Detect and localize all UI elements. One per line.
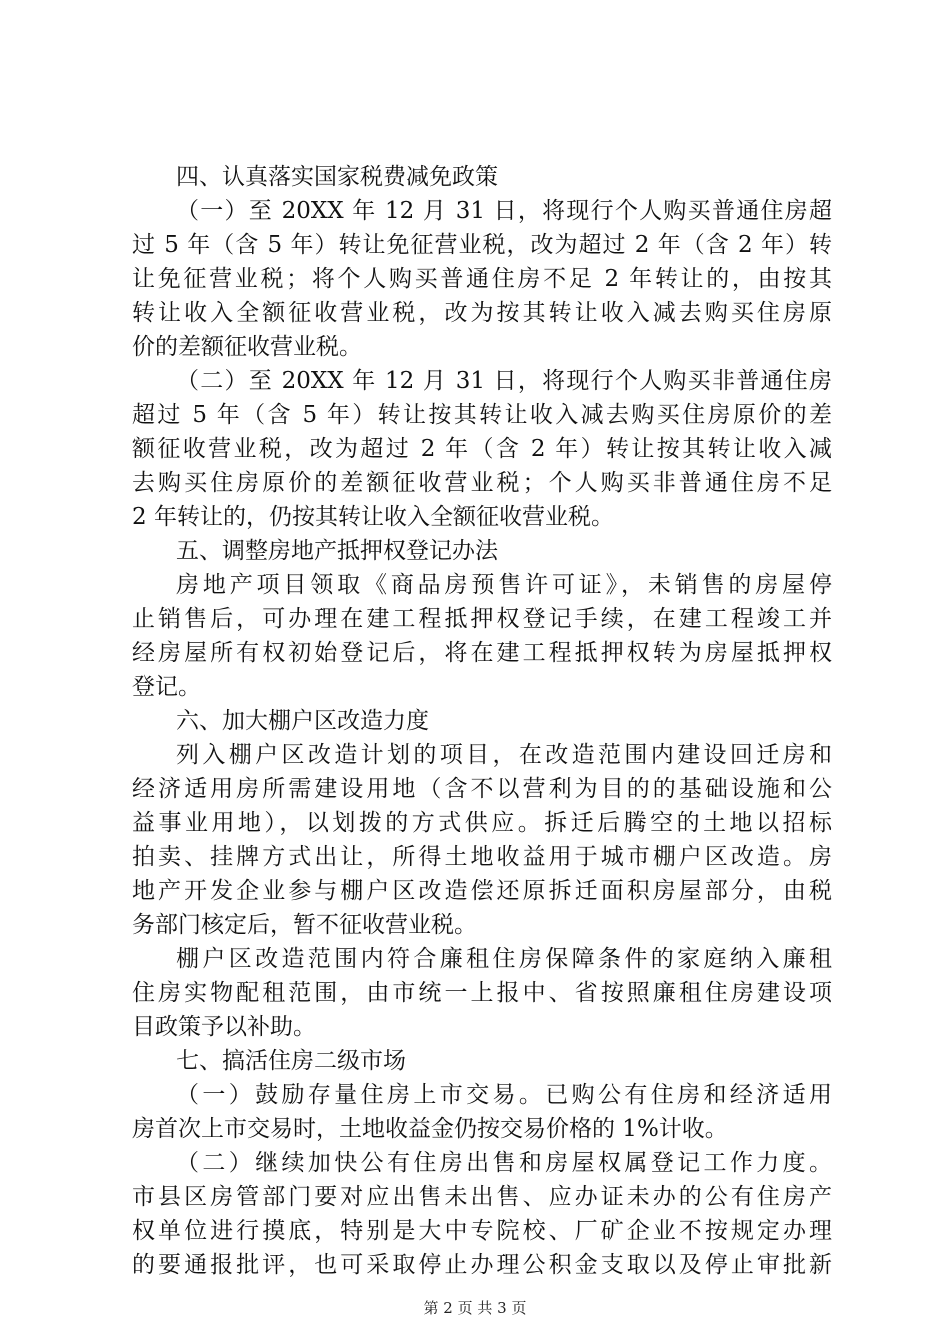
paragraph-line: 让免征营业税；将个人购买普通住房不足 2 年转让的，由按其 bbox=[132, 266, 832, 292]
paragraph-line: （二）继续加快公有住房出售和房屋权属登记工作力度。 bbox=[176, 1150, 832, 1176]
paragraph-line: 列入棚户区改造计划的项目，在改造范围内建设回迁房和 bbox=[176, 742, 832, 768]
section-heading-7: 七、搞活住房二级市场 bbox=[176, 1048, 406, 1074]
paragraph-line: 市县区房管部门要对应出售未出售、应办证未办的公有住房产 bbox=[132, 1184, 832, 1210]
section-heading-6: 六、加大棚户区改造力度 bbox=[176, 708, 429, 734]
paragraph-line: 止销售后，可办理在建工程抵押权登记手续，在建工程竣工并 bbox=[132, 606, 832, 632]
section-heading-5: 五、调整房地产抵押权登记办法 bbox=[176, 538, 498, 564]
paragraph-line: 过 5 年（含 5 年）转让免征营业税，改为超过 2 年（含 2 年）转 bbox=[132, 232, 832, 258]
paragraph-line: 房地产项目领取《商品房预售许可证》，未销售的房屋停 bbox=[176, 572, 832, 598]
paragraph-line: 益事业用地），以划拨的方式供应。拆迁后腾空的土地以招标 bbox=[132, 810, 832, 836]
paragraph-line: （一）鼓励存量住房上市交易。已购公有住房和经济适用 bbox=[176, 1082, 832, 1108]
page-number-footer: 第 2 页 共 3 页 bbox=[423, 1299, 527, 1317]
paragraph-line: 住房实物配租范围，由市统一上报中、省按照廉租住房建设项 bbox=[132, 980, 832, 1006]
paragraph-line: 经房屋所有权初始登记后，将在建工程抵押权转为房屋抵押权 bbox=[132, 640, 832, 666]
section-heading-4: 四、认真落实国家税费减免政策 bbox=[176, 164, 498, 190]
paragraph-line: 2 年转让的，仍按其转让收入全额征收营业税。 bbox=[132, 504, 614, 530]
paragraph-line: 价的差额征收营业税。 bbox=[132, 334, 362, 360]
paragraph-line: 登记。 bbox=[132, 674, 201, 700]
paragraph-line: 权单位进行摸底，特别是大中专院校、厂矿企业不按规定办理 bbox=[132, 1218, 832, 1244]
paragraph-line: 额征收营业税，改为超过 2 年（含 2 年）转让按其转让收入减 bbox=[132, 436, 832, 462]
paragraph-line: 的要通报批评，也可采取停止办理公积金支取以及停止审批新 bbox=[132, 1252, 832, 1278]
paragraph-line: 超过 5 年（含 5 年）转让按其转让收入减去购买住房原价的差 bbox=[132, 402, 832, 428]
paragraph-line: （二）至 20XX 年 12 月 31 日，将现行个人购买非普通住房 bbox=[176, 368, 832, 394]
paragraph-line: 拍卖、挂牌方式出让，所得土地收益用于城市棚户区改造。房 bbox=[132, 844, 832, 870]
paragraph-line: 地产开发企业参与棚户区改造偿还原拆迁面积房屋部分，由税 bbox=[132, 878, 832, 904]
paragraph-line: 棚户区改造范围内符合廉租住房保障条件的家庭纳入廉租 bbox=[176, 946, 832, 972]
paragraph-line: （一）至 20XX 年 12 月 31 日，将现行个人购买普通住房超 bbox=[176, 198, 832, 224]
paragraph-line: 去购买住房原价的差额征收营业税；个人购买非普通住房不足 bbox=[132, 470, 832, 496]
paragraph-line: 经济适用房所需建设用地（含不以营利为目的的基础设施和公 bbox=[132, 776, 832, 802]
paragraph-line: 转让收入全额征收营业税，改为按其转让收入减去购买住房原 bbox=[132, 300, 832, 326]
paragraph-line: 务部门核定后，暂不征收营业税。 bbox=[132, 912, 477, 938]
paragraph-line: 房首次上市交易时，土地收益金仍按交易价格的 1%计收。 bbox=[132, 1116, 728, 1142]
paragraph-line: 目政策予以补助。 bbox=[132, 1014, 316, 1040]
